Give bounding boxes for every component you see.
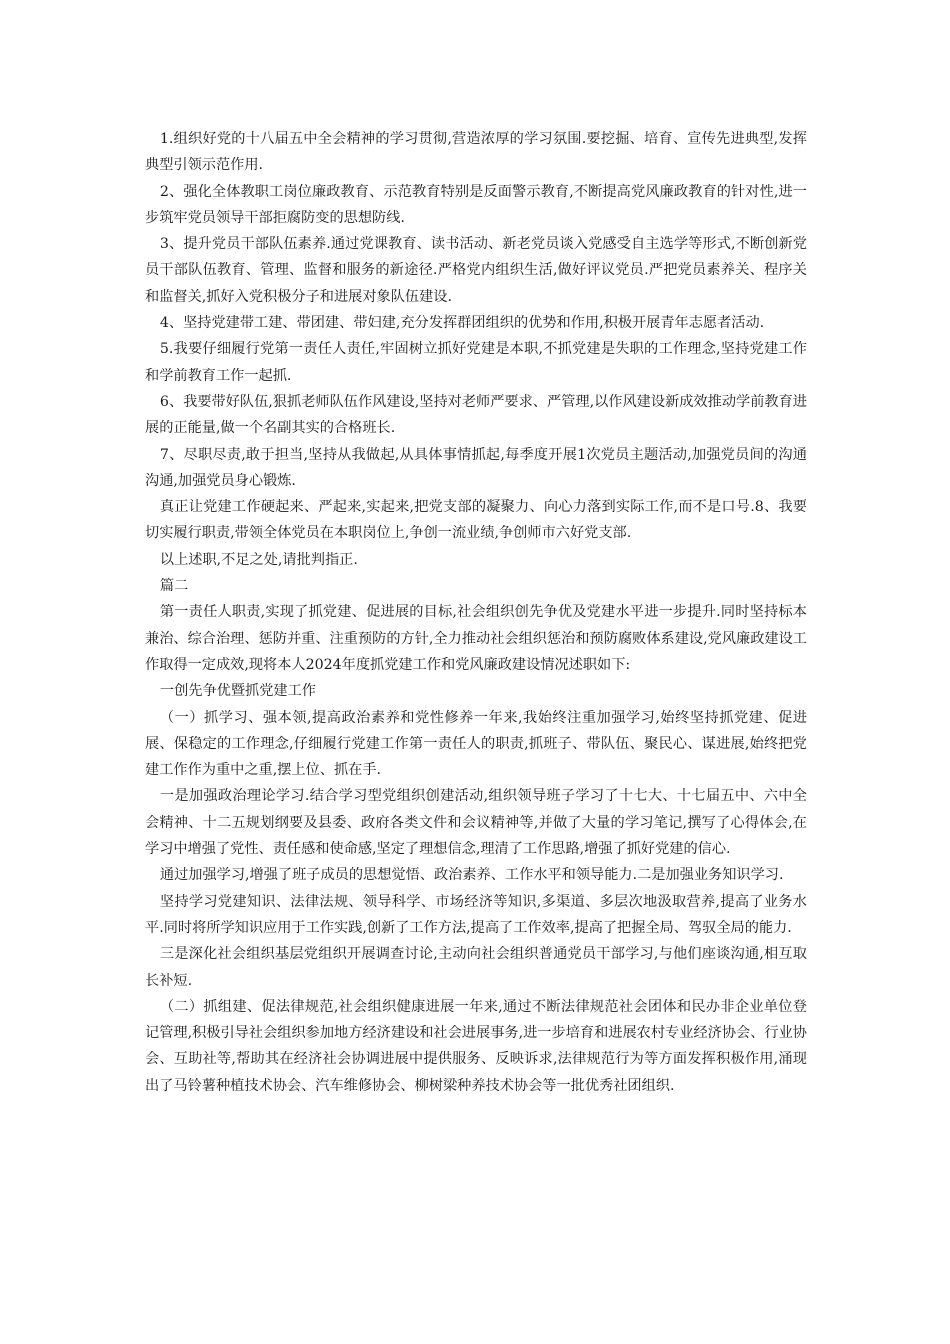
paragraph-2: 2、强化全体教职工岗位廉政教育、示范教育特别是反面警示教育,不断提高党风廉政教育的针对性,进一步筑牢党员领导干部拒腐防变的思想防线. <box>145 183 807 226</box>
paragraph-3: 3、提升党员干部队伍素养.通过党课教育、读书活动、新老党员谈入党感受自主选学等形式,不断创新党员干部队伍教育、管理、监督和服务的新途径.严格党内组织生活,做好评议党员.严把党员素养关、程序关和监督关,抓好入党积极分子和进展对象队伍建设. <box>145 236 807 305</box>
paragraph-7: 7、尽职尽责,敢于担当,坚持从我做起,从具体事情抓起,每季度开展1次党员主题活动,加强党员间的沟通沟通,加强党员身心锻炼. <box>145 446 807 489</box>
paragraph-closing: 以上述职,不足之处,请批判指正. <box>159 551 358 568</box>
paragraph-1: 1.组织好党的十八届五中全会精神的学习贯彻,营造浓厚的学习氛围.要挖掘、培育、宣传先进典型,发挥典型引领示范作用. <box>145 131 807 174</box>
paragraph-grassroots: 三是深化社会组织基层党组织开展调查讨论,主动向社会组织普通党员干部学习,与他们座谈沟通,相互取长补短. <box>145 946 807 989</box>
document-body <box>145 126 807 1099</box>
paragraph-business-knowledge: 坚持学习党建知识、法律法规、领导科学、市场经济等知识,多渠道、多层次地汲取营养,提高了业务水平.同时将所学知识应用于工作实践,创新了工作方法,提高了工作效率,提高了把握全局、驾驭全局的能力. <box>145 893 807 936</box>
paragraph-8: 真正让党建工作硬起来、严起来,实起来,把党支部的凝聚力、向心力落到实际工作,而不是口号.8、我要切实履行职责,带领全体党员在本职岗位上,争创一流业绩,争创师市六好党支部. <box>145 499 807 542</box>
paragraph-political-theory: 一是加强政治理论学习.结合学习型党组织创建活动,组织领导班子学习了十七大、十七届五中、六中全会精神、十二五规划纲要及县委、政府各类文件和会议精神等,并做了大量的学习笔记,撰写了心得体会,在学习中增强了党性、责任感和使命感,坚定了理想信念,理清了工作思路,增强了抓好党建的信心. <box>145 788 807 858</box>
paragraph-study: （一）抓学习、强本领,提高政治素养和党性修养一年来,我始终注重加强学习,始终坚持抓党建、促进展、保稳定的工作理念,仔细履行党建工作第一责任人的职责,抓班子、带队伍、聚民心、谋进展,始终把党建工作作为重中之重,摆上位、抓在手. <box>145 709 807 779</box>
paragraph-5: 5.我要仔细履行党第一责任人责任,牢固树立抓好党建是本职,不抓党建是失职的工作理念,坚持党建工作和学前教育工作一起抓. <box>145 341 807 384</box>
subheading-party-building: 一创先争优暨抓党建工作 <box>159 683 316 700</box>
paragraph-organization: （二）抓组建、促法律规范,社会组织健康进展一年来,通过不断法律规范社会团体和民办非企业单位登记管理,积极引导社会组织参加地方经济建设和社会进展事务,进一步培育和进展农村专业经济协会、行业协会、互助社等,帮助其在经济社会协调进展中提供服务、反映诉求,法律规范行为等方面发挥积极作用,涌现出了马铃薯种植技术协会、汽车维修协会、柳树梁种养技术协会等一批优秀社团组织. <box>145 998 807 1094</box>
section-heading-part-two: 篇二 <box>159 578 189 595</box>
paragraph-6: 6、我要带好队伍,狠抓老师队伍作风建设,坚持对老师严要求、严管理,以作风建设新成效推动学前教育进展的正能量,做一个名副其实的合格班长. <box>145 393 807 437</box>
paragraph-strengthen-study: 通过加强学习,增强了班子成员的思想觉悟、政治素养、工作水平和领导能力.二是加强业务知识学习. <box>159 867 784 884</box>
paragraph-intro-part-two: 第一责任人职责,实现了抓党建、促进展的目标,社会组织创先争优及党建水平进一步提升.同时坚持标本兼治、综合治理、惩防并重、注重预防的方针,全力推动社会组织惩治和预防腐败体系建设,党风廉政建设工作取得一定成效,现将本人2024年度抓党建工作和党风廉政建设情况述职如下: <box>145 604 807 673</box>
paragraph-4: 4、坚持党建带工建、带团建、带妇建,充分发挥群团组织的优势和作用,积极开展青年志愿者活动. <box>159 315 765 332</box>
